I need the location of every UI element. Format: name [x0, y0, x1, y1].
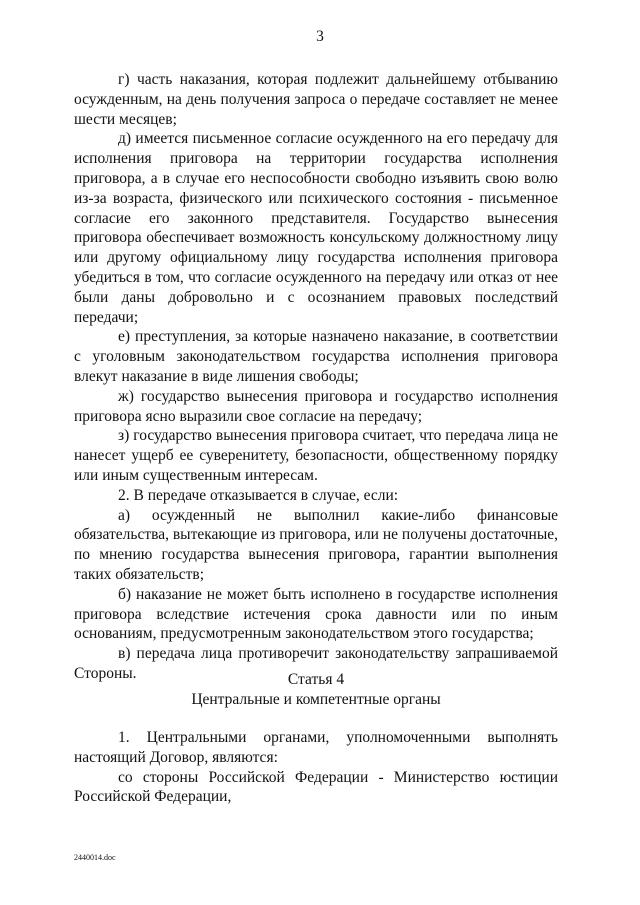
paragraph-a: а) осужденный не выполнил какие-либо финансовые обязательства, вытекающие из приговора, или не получены достаточные, по мнению государства вынесения приговора, гарантии выполнения таких обязательств; [74, 506, 559, 583]
paragraph-v: в) передача лица противоречит законодательству запрашиваемой Стороны. [74, 645, 558, 682]
paragraph-e: е) преступления, за которые назначено наказание, в соответствии с уголовным законодательством государства исполнения приговора влекут наказание в виде лишения свободы; [74, 328, 558, 385]
document-body-bottom [74, 728, 558, 807]
paragraph-rf: со стороны Российской Федерации - Министерство юстиции Российской Федерации, [74, 768, 558, 806]
page-number: 3 [316, 28, 324, 45]
paragraph-d: д) имеется письменное согласие осужденного на его передачу для исполнения приговора на территории государства исполнения приговора, а в случае его неспособности свободно изъявить свою волю из-за возраста, физического или психического состояния - письменное согласие его законного представителя. Государство вынесения приговора обеспечивает возможность консульскому должностному лицу или другому официальному лицу государства исполнения приговора убедиться в том, что согласие осужденного на передачу или отказ от нее были даны добровольно и с осознанием правовых последствий передачи; [74, 130, 558, 326]
paragraph-2: 2. В передаче отказывается в случае, если: [118, 486, 399, 504]
footer-file-name: 2440014.doc [74, 853, 116, 862]
paragraph-z: з) государство вынесения приговора считает, что передача лица не нанесет ущерб ее суверенитету, безопасности, общественному порядку или иным существенным интересам. [74, 427, 558, 484]
article-heading [74, 670, 558, 710]
paragraph-b: б) наказание не может быть исполнено в государстве исполнения приговора вследствие истечения срока давности или по иным основаниям, предусмотренным законодательством этого государства; [74, 585, 558, 643]
article-title: Центральные и компетентные органы [191, 690, 441, 708]
article-number: Статья 4 [287, 671, 345, 688]
paragraph-zh: ж) государство вынесения приговора и государство исполнения приговора ясно выразили свое согласие на передачу; [74, 387, 558, 425]
document-body-top [74, 70, 558, 684]
paragraph-1: 1. Центральными органами, уполномоченными выполнять настоящий Договор, являются: [74, 729, 558, 766]
paragraph-g: г) часть наказания, которая подлежит дальнейшему отбыванию осужденным, на день получения запроса о передаче составляет не менее шести месяцев; [74, 71, 558, 128]
